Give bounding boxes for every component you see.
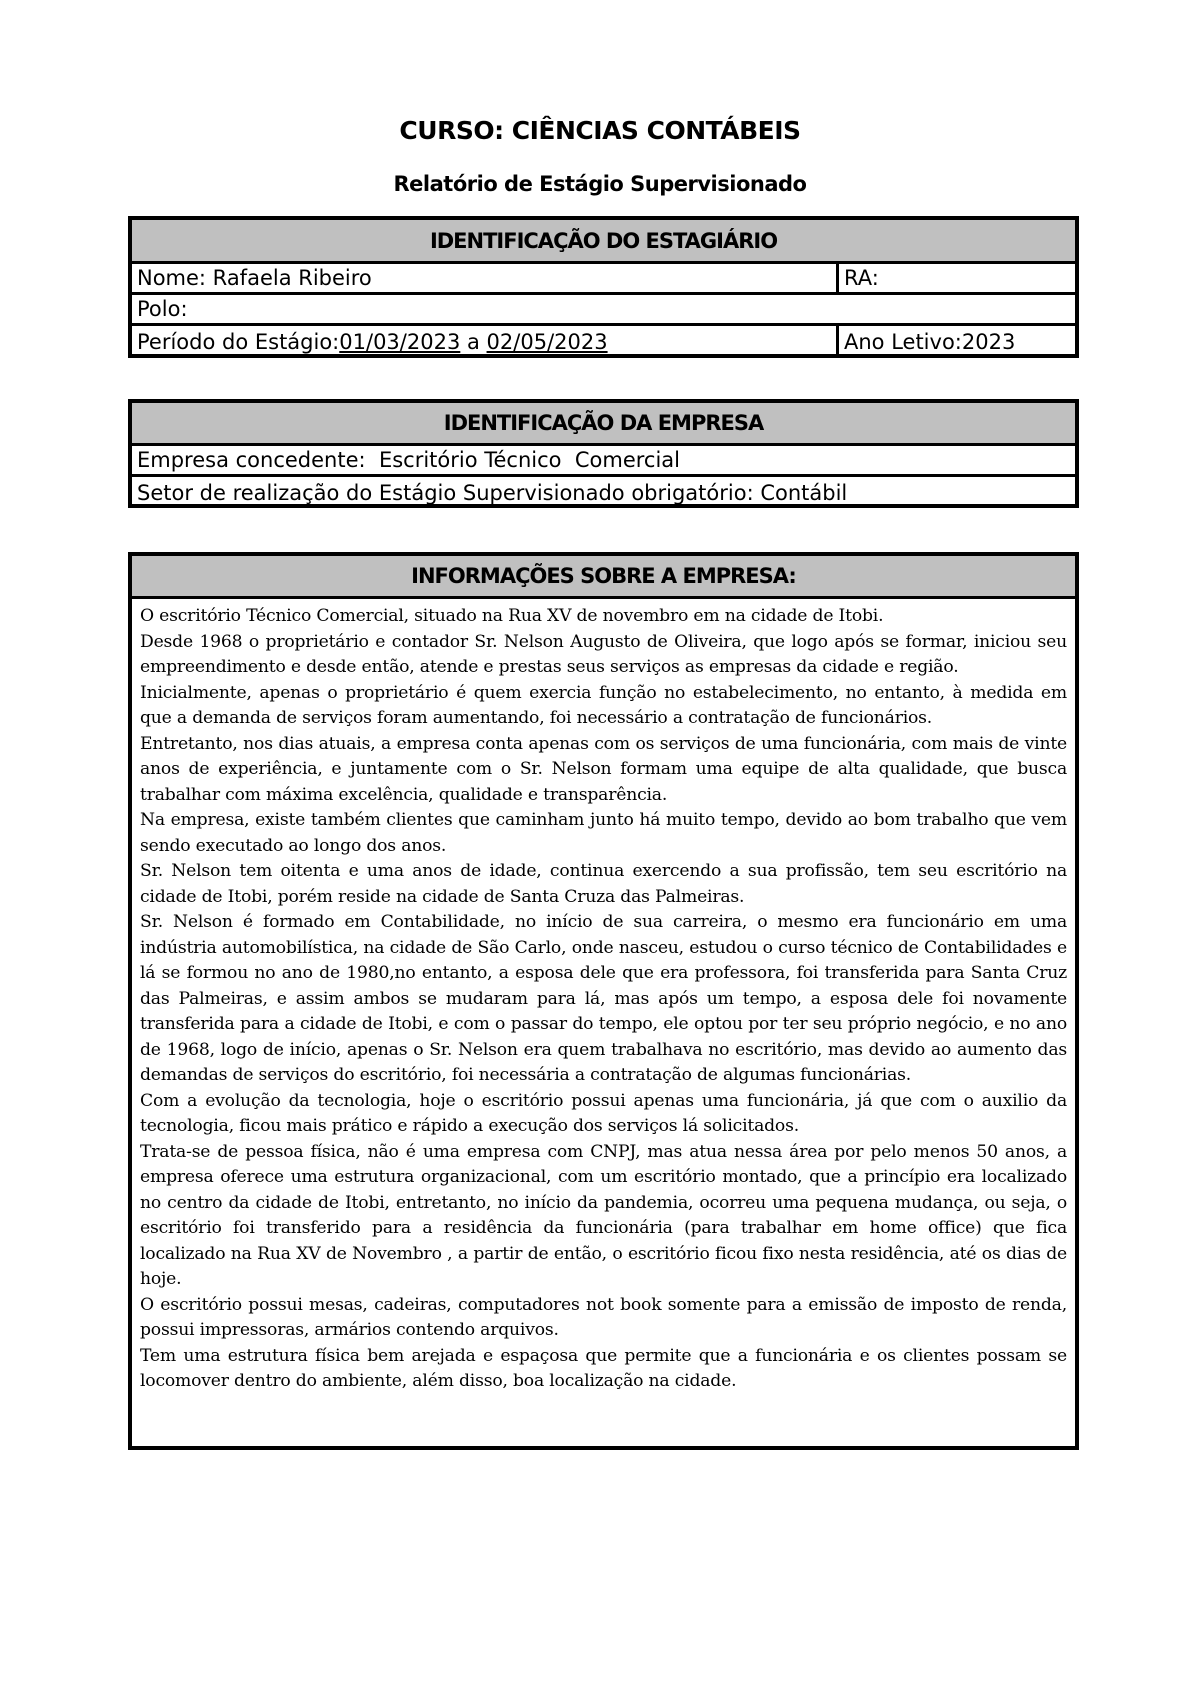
info-paragraph: Trata-se de pessoa física, não é uma empresa com CNPJ, mas atua nessa área por pelo menos 50 anos, a empresa oferece uma estrutura organizacional, com um escritório montado, que a princípio era localizado no centro da cidade de Itobi, entretanto, no início da pandemia, ocorreu uma pequena mudança, ou seja, o escritório foi transferido para a residência da funcionária (para trabalhar em home office) que fica localizado na Rua XV de Novembro , a partir de então, o escritório ficou fixo nesta residência, até os dias de hoje.	[140, 1141, 1067, 1289]
intern-period	[132, 326, 839, 357]
intern-period-row	[132, 326, 1075, 357]
intern-polo: Polo:	[137, 297, 188, 321]
period-start-date: 01/03/2023	[339, 329, 461, 354]
company-sector-row	[132, 477, 1075, 508]
info-paragraph: Inicialmente, apenas o proprietário é quem exercia função no estabelecimento, no entanto, à medida em que a demanda de serviços foram aumentando, foi necessário a contratação de funcionários.	[140, 682, 1067, 728]
intern-identification-header: IDENTIFICAÇÃO DO ESTAGIÁRIO	[132, 220, 1075, 264]
intern-name-row	[132, 264, 1075, 295]
company-information-table	[128, 552, 1079, 1450]
intern-ra: RA:	[844, 266, 879, 290]
period-end-date: 02/05/2023	[486, 329, 608, 354]
company-sector: Setor de realização do Estágio Supervisionado obrigatório: Contábil	[137, 480, 848, 505]
info-paragraph: Sr. Nelson é formado em Contabilidade, no início de sua carreira, o mesmo era funcionário em uma indústria automobilística, na cidade de São Carlo, onde nasceu, estudou o curso técnico de Contabilidades e lá se formou no ano de 1980,no entanto, a esposa dele que era professora, foi transferida para Santa Cruz das Palmeiras, e assim ambos se mudaram para lá, mas após um tempo, a esposa dele foi novamente transferida para a cidade de Itobi, e com o passar do tempo, ele optou por ter seu próprio negócio, e no ano de 1968, logo de início, apenas o Sr. Nelson era quem trabalhava no escritório, mas devido ao aumento das demandas de serviços do escritório, foi necessária a contratação de algumas funcionárias.	[140, 912, 1067, 1085]
company-grantor-row	[132, 446, 1075, 477]
info-paragraph: O escritório possui mesas, cadeiras, computadores not book somente para a emissão de imposto de renda, possui impressoras, armários contendo arquivos.	[140, 1294, 1067, 1340]
info-paragraph: Tem uma estrutura física bem arejada e espaçosa que permite que a funcionária e os clientes possam se locomover dentro do ambiente, além disso, boa localização na cidade.	[140, 1345, 1067, 1391]
company-grantor: Empresa concedente: Escritório Técnico Comercial	[137, 448, 680, 472]
course-title: CURSO: CIÊNCIAS CONTÁBEIS	[399, 116, 801, 145]
company-information-body	[132, 599, 1075, 1395]
report-title: Relatório de Estágio Supervisionado	[393, 172, 807, 196]
company-identification-header: IDENTIFICAÇÃO DA EMPRESA	[132, 403, 1075, 446]
company-information-header: INFORMAÇÕES SOBRE A EMPRESA:	[132, 556, 1075, 599]
info-paragraph: Desde 1968 o proprietário e contador Sr. Nelson Augusto de Oliveira, que logo após se formar, iniciou seu empreendimento e desde então, atende e prestas seus serviços as empresas da cidade e região.	[140, 631, 1067, 677]
period-separator: a	[460, 329, 487, 354]
info-paragraph: O escritório Técnico Comercial, situado na Rua XV de novembro em na cidade de Itobi.	[140, 606, 884, 626]
info-paragraph: Entretanto, nos dias atuais, a empresa conta apenas com os serviços de uma funcionária, com mais de vinte anos de experiência, e juntamente com o Sr. Nelson formam uma equipe de alta qualidade, que busca trabalhar com máxima excelência, qualidade e transparência.	[140, 733, 1067, 805]
intern-name: Nome: Rafaela Ribeiro	[132, 264, 839, 292]
company-identification-table	[128, 399, 1079, 508]
academic-year: Ano Letivo:2023	[844, 329, 1016, 354]
intern-polo-row	[132, 295, 1075, 326]
period-prefix: Período do Estágio:	[137, 329, 340, 354]
info-paragraph: Na empresa, existe também clientes que caminham junto há muito tempo, devido ao bom trabalho que vem sendo executado ao longo dos anos.	[140, 810, 1067, 856]
info-paragraph: Sr. Nelson tem oitenta e uma anos de idade, continua exercendo a sua profissão, tem seu escritório na cidade de Itobi, porém reside na cidade de Santa Cruza das Palmeiras.	[140, 861, 1067, 907]
intern-identification-table	[128, 216, 1079, 358]
info-paragraph: Com a evolução da tecnologia, hoje o escritório possui apenas uma funcionária, já que com o auxilio da tecnologia, ficou mais prático e rápido a execução dos serviços lá solicitados.	[140, 1090, 1067, 1136]
